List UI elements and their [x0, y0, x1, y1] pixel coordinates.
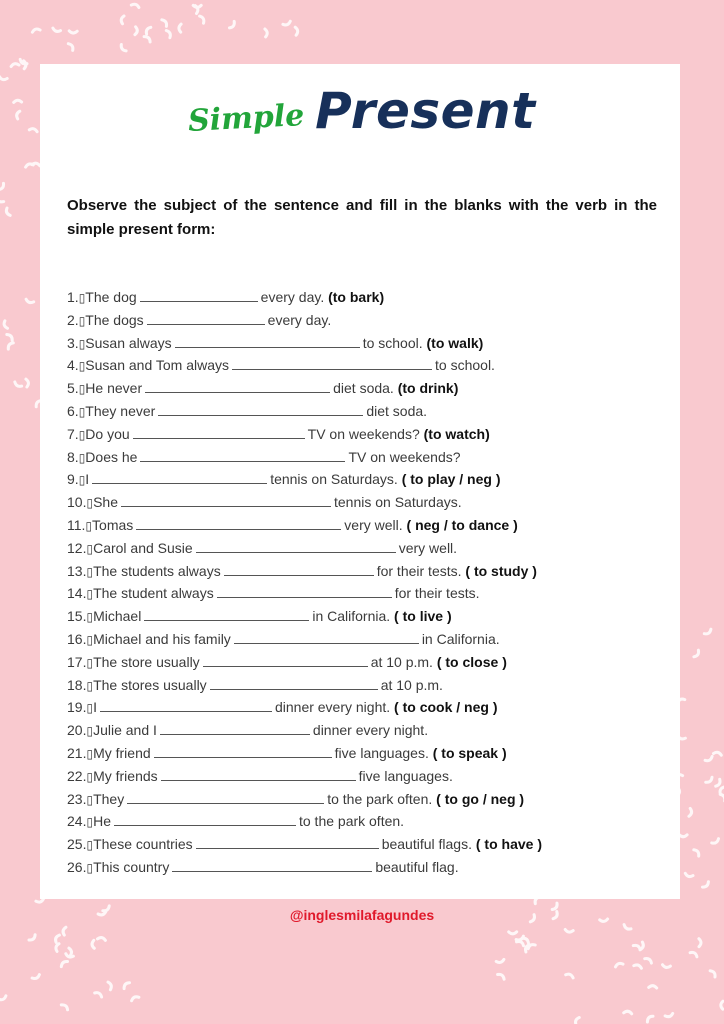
- exercise-number: 22.: [67, 767, 87, 784]
- confetti-squiggle: [699, 939, 701, 947]
- answer-blank[interactable]: [114, 811, 296, 826]
- exercise-item: [67, 833, 667, 856]
- confetti-squiggle: [694, 850, 699, 856]
- verb-hint: ( to close ): [436, 653, 507, 670]
- confetti-squiggle: [714, 752, 722, 755]
- answer-blank[interactable]: [175, 333, 360, 348]
- tofu-glyph: ▯: [78, 336, 86, 351]
- confetti-squiggle: [705, 757, 712, 761]
- tofu-glyph: ▯: [86, 860, 94, 875]
- verb-hint: ( to speak ): [432, 744, 507, 761]
- confetti-squiggle: [283, 21, 290, 25]
- confetti-squiggle: [565, 930, 573, 933]
- tofu-glyph: ▯: [78, 291, 86, 305]
- exercise-number: 9.: [67, 471, 79, 488]
- confetti-squiggle: [566, 974, 573, 978]
- verb-hint: ( to live ): [394, 608, 452, 625]
- confetti-squiggle: [63, 927, 66, 935]
- confetti-squiggle: [26, 299, 34, 302]
- exercise-subject: Does he: [85, 448, 138, 465]
- tofu-glyph: ▯: [86, 541, 94, 556]
- exercise-subject: She: [93, 494, 118, 511]
- exercise-subject: My friend: [93, 744, 151, 761]
- confetti-squiggle: [69, 948, 72, 956]
- confetti-squiggle: [7, 335, 12, 341]
- exercise-rest: beautiful flags.: [381, 836, 472, 853]
- exercise-item: [67, 742, 667, 765]
- title-simple-word: Simple: [187, 97, 306, 140]
- exercise-subject: They never: [85, 402, 156, 419]
- confetti-squiggle: [616, 963, 624, 967]
- confetti-squiggle: [517, 941, 524, 945]
- exercise-rest: for their tests.: [394, 585, 480, 602]
- tofu-glyph: ▯: [78, 382, 86, 397]
- confetti-squiggle: [4, 321, 7, 329]
- exercise-item: [67, 423, 667, 446]
- confetti-squiggle: [685, 873, 693, 876]
- answer-blank[interactable]: [161, 766, 356, 781]
- confetti-squiggle: [95, 993, 102, 997]
- exercise-rest: dinner every night.: [274, 699, 391, 716]
- confetti-squiggle: [135, 27, 137, 35]
- tofu-glyph: ▯: [78, 427, 86, 442]
- confetti-squiggle: [720, 794, 724, 801]
- exercise-rest: every day.: [260, 289, 325, 305]
- exercise-item: [67, 605, 667, 628]
- confetti-squiggle: [53, 28, 61, 31]
- exercise-number: 8.: [67, 448, 79, 465]
- tofu-glyph: ▯: [86, 678, 94, 693]
- tofu-glyph: ▯: [78, 313, 86, 328]
- answer-blank[interactable]: [121, 492, 331, 507]
- confetti-squiggle: [710, 971, 715, 977]
- answer-blank[interactable]: [158, 401, 363, 416]
- confetti-squiggle: [689, 808, 692, 816]
- tofu-glyph: ▯: [86, 655, 94, 670]
- confetti-squiggle: [704, 629, 711, 634]
- exercise-subject: The student always: [93, 585, 214, 602]
- exercise-number: 14.: [67, 585, 87, 602]
- answer-blank[interactable]: [210, 675, 378, 690]
- exercise-number: 1.: [67, 289, 79, 305]
- answer-blank[interactable]: [147, 310, 265, 325]
- confetti-squiggle: [98, 938, 106, 941]
- confetti-squiggle: [295, 27, 298, 35]
- exercise-number: 11.: [67, 516, 86, 533]
- worksheet-title: [0, 82, 724, 140]
- exercise-item: [67, 582, 667, 605]
- exercise-subject: Susan and Tom always: [85, 357, 230, 374]
- confetti-squiggle: [179, 24, 181, 32]
- exercise-subject: Do you: [85, 425, 130, 442]
- confetti-squiggle: [649, 986, 657, 988]
- verb-hint: (to watch): [423, 425, 490, 442]
- author-handle: @inglesmilafagundes: [289, 907, 435, 923]
- confetti-squiggle: [703, 882, 709, 887]
- exercise-item: [67, 810, 667, 833]
- confetti-squiggle: [144, 37, 150, 42]
- confetti-squiggle: [124, 983, 129, 989]
- answer-blank[interactable]: [92, 469, 267, 484]
- confetti-squiggle: [634, 965, 642, 968]
- exercise-number: 4.: [67, 357, 79, 374]
- confetti-squiggle: [716, 779, 720, 786]
- exercise-item: [67, 537, 667, 560]
- confetti-squiggle: [6, 208, 10, 215]
- answer-blank[interactable]: [196, 538, 396, 553]
- exercise-number: 7.: [67, 425, 79, 442]
- exercise-rest: TV on weekends?: [348, 448, 461, 465]
- exercise-number: 26.: [67, 858, 87, 875]
- answer-blank[interactable]: [160, 720, 310, 735]
- confetti-squiggle: [679, 835, 687, 837]
- confetti-squiggle: [647, 1016, 653, 1022]
- tofu-glyph: ▯: [86, 792, 94, 807]
- exercise-rest: dinner every night.: [312, 722, 429, 739]
- verb-hint: ( to go / neg ): [436, 790, 525, 807]
- exercise-item: [67, 400, 667, 423]
- confetti-squiggle: [509, 932, 517, 934]
- exercise-subject: Michael: [93, 608, 142, 625]
- confetti-squiggle: [645, 959, 652, 964]
- confetti-squiggle: [0, 183, 4, 189]
- answer-blank[interactable]: [154, 743, 332, 758]
- confetti-squiggle: [131, 4, 139, 7]
- exercise-rest: at 10 p.m.: [370, 653, 433, 670]
- answer-blank[interactable]: [140, 287, 258, 302]
- exercise-rest: very well.: [398, 539, 458, 556]
- exercise-rest: very well.: [344, 516, 403, 533]
- exercise-item: [67, 332, 667, 355]
- exercise-subject: The students always: [93, 562, 221, 579]
- confetti-squiggle: [624, 925, 631, 929]
- confetti-squiggle: [26, 379, 29, 387]
- exercise-subject: He never: [85, 380, 143, 397]
- exercise-number: 23.: [67, 790, 87, 807]
- exercise-number: 19.: [67, 699, 87, 716]
- confetti-squiggle: [0, 198, 4, 202]
- confetti-squiggle: [498, 974, 505, 979]
- exercise-rest: five languages.: [334, 744, 429, 761]
- confetti-squiggle: [576, 1018, 580, 1024]
- exercise-number: 10.: [67, 494, 87, 511]
- exercise-item: [67, 514, 667, 537]
- confetti-squiggle: [69, 31, 77, 33]
- exercise-rest: at 10 p.m.: [380, 676, 443, 693]
- tofu-glyph: ▯: [86, 610, 94, 625]
- exercise-number: 6.: [67, 402, 79, 419]
- exercise-subject: Michael and his family: [93, 630, 231, 647]
- confetti-squiggle: [706, 777, 712, 782]
- exercise-subject: I: [85, 471, 90, 488]
- exercise-subject: The stores usually: [93, 676, 207, 693]
- exercise-item: [67, 309, 667, 332]
- exercise-item: [67, 446, 667, 469]
- answer-blank[interactable]: [144, 606, 309, 621]
- exercise-item: [67, 788, 667, 811]
- confetti-squiggle: [195, 6, 198, 14]
- exercise-item: [67, 651, 667, 674]
- exercise-number: 24.: [67, 813, 87, 830]
- answer-blank[interactable]: [232, 355, 432, 370]
- confetti-squiggle: [132, 997, 139, 1001]
- confetti-squiggle: [32, 29, 40, 32]
- tofu-glyph: ▯: [86, 564, 94, 579]
- exercise-rest: TV on weekends?: [307, 425, 420, 442]
- tofu-glyph: ▯: [86, 701, 94, 716]
- exercise-subject: Julie and I: [93, 722, 157, 739]
- exercise-subject: The dog: [85, 289, 137, 305]
- instructions-text: Observe the subject of the sentence and fill in the blanks with the verb in the simple present form:: [67, 197, 657, 238]
- confetti-squiggle: [200, 16, 204, 23]
- exercise-rest: five languages.: [358, 767, 453, 784]
- exercise-number: 18.: [67, 676, 87, 693]
- confetti-squiggle: [665, 1013, 673, 1016]
- confetti-squiggle: [68, 44, 73, 51]
- exercise-number: 2.: [67, 311, 79, 328]
- exercise-item: [67, 719, 667, 742]
- answer-blank[interactable]: [133, 424, 305, 439]
- tofu-glyph: ▯: [78, 473, 86, 488]
- confetti-squiggle: [61, 1005, 67, 1010]
- exercise-subject: My friends: [93, 767, 158, 784]
- exercise-rest: in California.: [421, 630, 500, 647]
- exercise-item: [67, 674, 667, 697]
- confetti-squiggle: [624, 1011, 632, 1014]
- exercise-list: [67, 286, 667, 879]
- tofu-glyph: ▯: [86, 496, 94, 511]
- confetti-squiggle: [230, 21, 235, 28]
- exercise-subject: The dogs: [85, 311, 144, 328]
- exercise-rest: diet soda.: [333, 380, 394, 397]
- exercise-rest: for their tests.: [376, 562, 462, 579]
- confetti-squiggle: [108, 982, 111, 990]
- answer-blank[interactable]: [224, 561, 374, 576]
- confetti-squiggle: [92, 940, 94, 948]
- tofu-glyph: ▯: [86, 769, 94, 784]
- confetti-squiggle: [56, 935, 60, 942]
- exercise-rest: beautiful flag.: [375, 858, 459, 875]
- exercise-number: 17.: [67, 653, 87, 670]
- answer-blank[interactable]: [203, 652, 368, 667]
- exercise-item: [67, 696, 667, 719]
- confetti-squiggle: [0, 77, 7, 80]
- exercise-subject: They: [93, 790, 125, 807]
- confetti-squiggle: [146, 27, 150, 34]
- tofu-glyph: ▯: [86, 724, 94, 739]
- exercise-subject: Carol and Susie: [93, 539, 193, 556]
- tofu-glyph: ▯: [85, 518, 93, 533]
- confetti-squiggle: [121, 45, 126, 51]
- confetti-squiggle: [8, 343, 13, 349]
- verb-hint: ( to cook / neg ): [394, 699, 498, 716]
- confetti-squiggle: [61, 961, 67, 966]
- confetti-squiggle: [56, 944, 59, 952]
- exercise-rest: in California.: [312, 608, 391, 625]
- verb-hint: (to drink): [397, 380, 459, 397]
- verb-hint: ( neg / to dance ): [406, 516, 518, 533]
- exercise-number: 15.: [67, 608, 87, 625]
- verb-hint: (to walk): [426, 334, 484, 351]
- title-present-word: Present: [315, 82, 536, 140]
- tofu-glyph: ▯: [86, 632, 94, 647]
- exercise-number: 16.: [67, 630, 87, 647]
- answer-blank[interactable]: [196, 834, 379, 849]
- confetti-squiggle: [0, 996, 6, 1000]
- confetti-squiggle: [32, 975, 39, 979]
- answer-blank[interactable]: [140, 447, 345, 462]
- confetti-squiggle: [712, 839, 719, 843]
- exercise-rest: every day.: [267, 311, 332, 328]
- tofu-glyph: ▯: [78, 404, 86, 419]
- exercise-rest: tennis on Saturdays.: [270, 471, 398, 488]
- answer-blank[interactable]: [172, 857, 372, 872]
- exercise-subject: He: [93, 813, 111, 830]
- verb-hint: (to bark): [328, 289, 385, 305]
- confetti-squiggle: [690, 952, 697, 956]
- exercise-item: [67, 354, 667, 377]
- confetti-squiggle: [32, 163, 40, 166]
- tofu-glyph: ▯: [86, 838, 94, 853]
- tofu-glyph: ▯: [86, 815, 94, 830]
- exercise-number: 13.: [67, 562, 87, 579]
- exercise-number: 12.: [67, 539, 87, 556]
- exercise-rest: to the park often.: [327, 790, 433, 807]
- tofu-glyph: ▯: [78, 450, 86, 465]
- answer-blank[interactable]: [127, 789, 324, 804]
- confetti-squiggle: [496, 959, 504, 962]
- exercise-rest: to school.: [362, 334, 423, 351]
- exercise-number: 25.: [67, 836, 87, 853]
- verb-hint: ( to study ): [465, 562, 537, 579]
- answer-blank[interactable]: [145, 378, 330, 393]
- exercise-number: 3.: [67, 334, 79, 351]
- confetti-squiggle: [265, 29, 267, 37]
- confetti-squiggle: [11, 64, 19, 67]
- exercise-number: 5.: [67, 380, 79, 397]
- exercise-item: [67, 286, 667, 309]
- verb-hint: ( to have ): [475, 836, 542, 853]
- exercise-subject: Susan always: [85, 334, 172, 351]
- answer-blank[interactable]: [217, 583, 392, 598]
- exercise-item: [67, 765, 667, 788]
- exercise-subject: These countries: [93, 836, 193, 853]
- confetti-squiggle: [640, 942, 643, 950]
- exercise-item: [67, 856, 667, 879]
- confetti-squiggle: [36, 899, 44, 902]
- confetti-squiggle: [29, 935, 35, 940]
- tofu-glyph: ▯: [78, 359, 86, 374]
- confetti-squiggle: [162, 20, 167, 27]
- exercise-item: [67, 468, 667, 491]
- exercise-rest: to the park often.: [298, 813, 405, 830]
- exercise-rest: tennis on Saturdays.: [334, 494, 462, 511]
- confetti-squiggle: [663, 965, 671, 968]
- verb-hint: ( to play / neg ): [401, 471, 501, 488]
- exercise-number: 20.: [67, 722, 87, 739]
- exercise-subject: This country: [93, 858, 170, 875]
- exercise-subject: I: [93, 699, 97, 716]
- confetti-squiggle: [166, 31, 170, 38]
- confetti-squiggle: [121, 16, 124, 24]
- exercise-number: 21.: [67, 744, 87, 761]
- exercise-item: [67, 560, 667, 583]
- exercise-rest: diet soda.: [366, 402, 428, 419]
- exercise-subject: Tomas: [92, 516, 134, 533]
- tofu-glyph: ▯: [86, 587, 94, 602]
- confetti-squiggle: [15, 382, 22, 386]
- exercise-item: [67, 377, 667, 400]
- exercise-item: [67, 491, 667, 514]
- confetti-squiggle: [528, 945, 535, 949]
- answer-blank[interactable]: [136, 515, 341, 530]
- exercise-item: [67, 628, 667, 651]
- confetti-squiggle: [721, 1001, 723, 1009]
- exercise-rest: to school.: [435, 357, 495, 374]
- answer-blank[interactable]: [234, 629, 419, 644]
- exercise-subject: The store usually: [93, 653, 200, 670]
- confetti-squiggle: [694, 650, 699, 657]
- tofu-glyph: ▯: [86, 746, 94, 761]
- answer-blank[interactable]: [100, 697, 272, 712]
